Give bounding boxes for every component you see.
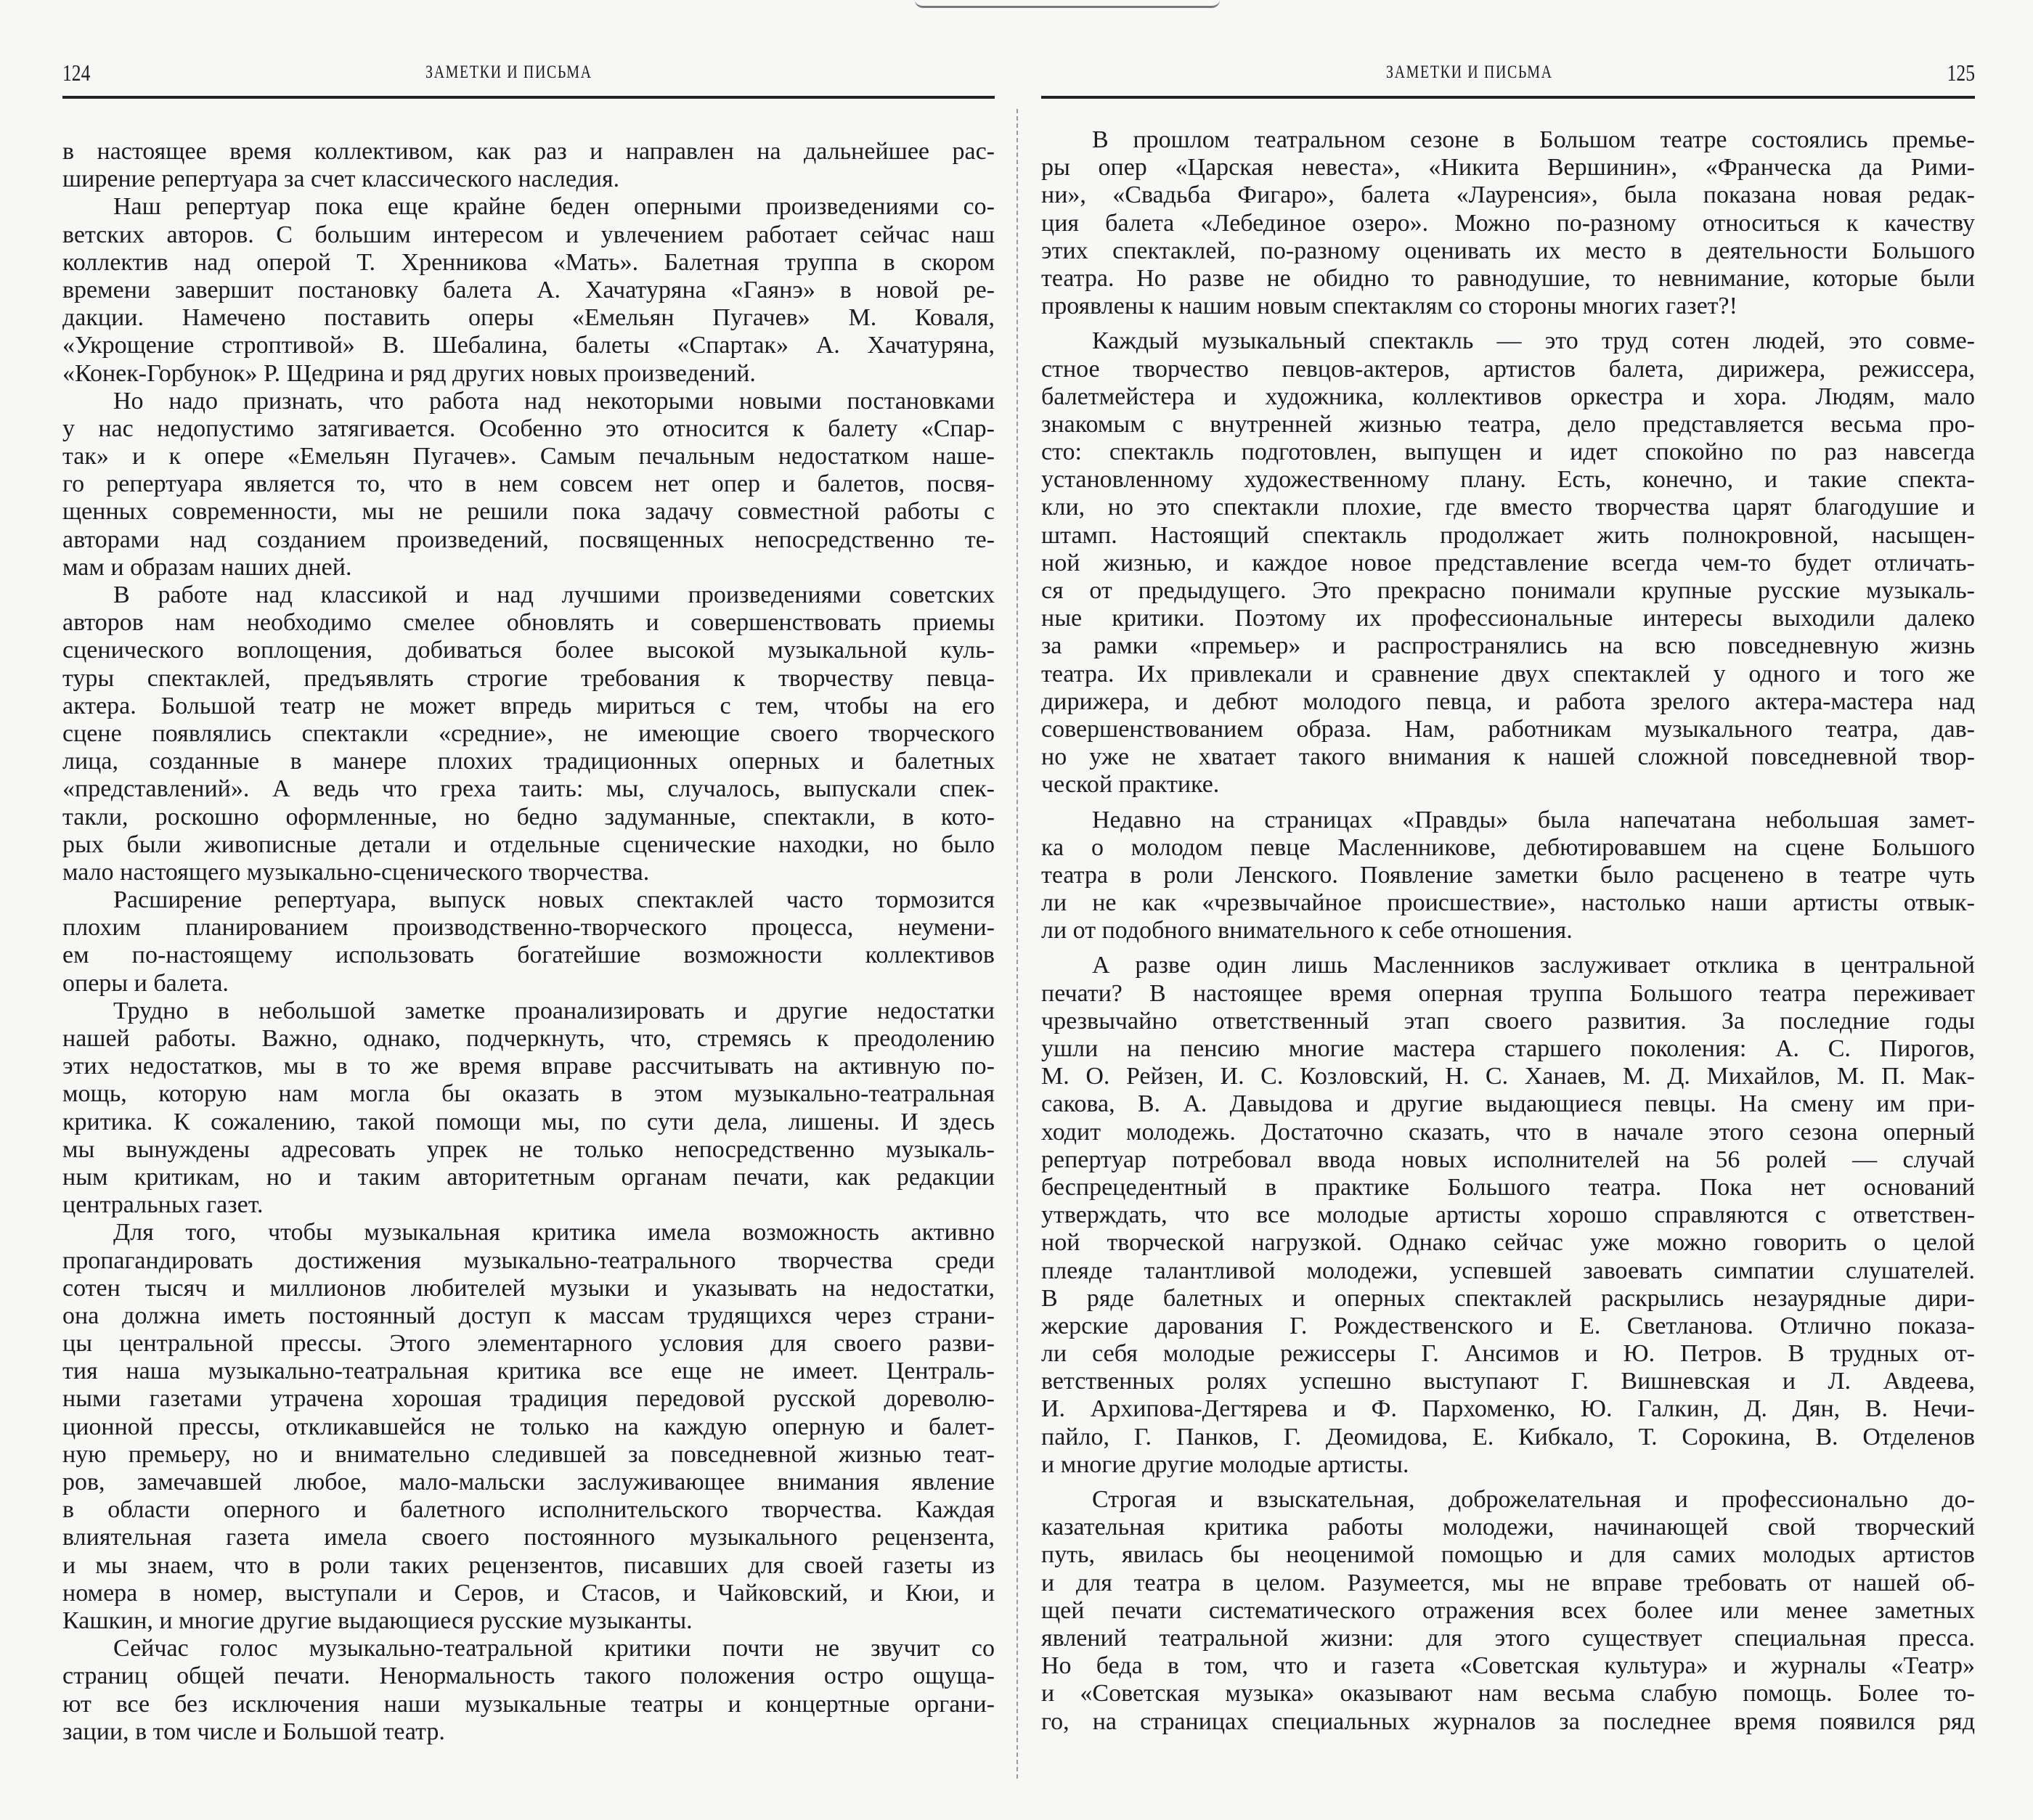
text-line: Но беда в том, что и газета «Советская культура» и журналы «Театр» (1041, 1652, 1975, 1680)
text-line: в области оперного и балетного исполнительского творчества. Каждая (62, 1496, 995, 1524)
text-line: ческой практике. (1041, 771, 1220, 799)
text-line: плеяде талантливой молодежи, успевшей завоевать симпатии слушателей. (1041, 1257, 1975, 1284)
text-line: ни», «Свадьба Фигаро», балета «Лауренсия», была показана новая редак- (1041, 181, 1975, 209)
paragraph (1041, 952, 1975, 1479)
text-line: штамп. Настоящий спектакль продолжает жить полнокровной, насыщен- (1041, 521, 1975, 549)
text-line: и мы знаем, что в роли таких рецензентов, писавших для своей газеты из (62, 1551, 995, 1579)
text-line: ют все без исключения наши музыкальные театры и концертные органи- (62, 1690, 995, 1718)
text-line: авторов нам необходимо смелее обновлять и совершенствовать приемы (62, 609, 995, 637)
text-line: рых были живописные детали и отдельные сценические находки, но было (62, 831, 995, 858)
text-line: стное творчество певцов-актеров, артистов балета, дирижера, режиссера, (1041, 355, 1975, 383)
text-line: ходит молодежь. Достаточно сказать, что в начале этого сезона оперный (1041, 1118, 1975, 1146)
text-line: ли себя молодые режиссеры Г. Ансимов и Ю. Петров. В трудных от- (1041, 1340, 1975, 1368)
text-line: ров, замечавшей любое, мало-мальски заслуживающее внимания явление (62, 1469, 995, 1495)
text-line: Для того, чтобы музыкальная критика имела возможность активно (113, 1219, 995, 1246)
text-line: чрезвычайно ответственный этап своего развития. За последние годы (1041, 1007, 1975, 1035)
text-line: сотен тысяч и миллионов любителей музыки и указывать на недостатки, (62, 1274, 995, 1302)
text-line: туры спектаклей, предъявлять строгие требования к творчеству певца- (62, 664, 995, 692)
paragraph (62, 388, 995, 581)
text-line: зации, в том числе и Большой театр. (62, 1718, 445, 1745)
paragraph (62, 138, 995, 193)
text-line: центральных газет. (62, 1191, 264, 1219)
page-number: 124 (62, 60, 91, 86)
text-line: казательная критика работы молодежи, начинающей свой творческий (1041, 1514, 1975, 1541)
text-line: влиятельная газета имела своего постоянного музыкального рецензента, (62, 1524, 995, 1551)
paragraph (62, 581, 995, 886)
text-line: ветских авторов. С большим интересом и увлечением работает сейчас наш (62, 221, 995, 248)
text-line: путь, явилась бы неоценимой помощью и для самих молодых артистов (1041, 1541, 1975, 1569)
page-number: 125 (1947, 60, 1975, 86)
text-line: ли от подобного внимательного к себе отношения. (1041, 917, 1573, 944)
text-line: тия наша музыкально-театральная критика все еще не имеет. Централь- (62, 1358, 995, 1385)
text-line: В работе над классикой и над лучшими произведениями советских (113, 581, 995, 608)
text-line: оперы и балета. (62, 969, 229, 997)
paragraph (1041, 1486, 1975, 1736)
header-rule (1041, 96, 1975, 99)
paragraph (62, 997, 995, 1220)
text-line: И. Архипова-Дегтярева и Ф. Пархоменко, Ю. Галкин, Д. Дян, В. Нечи- (1041, 1395, 1975, 1423)
text-line: проявлены к нашим новым спектаклям со стороны многих газет?! (1041, 293, 1737, 320)
text-line: жерские дарования Г. Рождественского и Е. Светланова. Отлично показа- (1041, 1312, 1975, 1339)
text-line: дирижера, и дебют молодого певца, и работа зрелого актера-мастера над (1041, 687, 1975, 715)
header-rule (62, 96, 995, 99)
text-line: утверждать, что все молодые артисты хорошо справляются с ответствен- (1041, 1201, 1975, 1229)
text-line: мощь, которую нам могла бы оказать в этом музыкально-театральная (62, 1080, 995, 1108)
text-line: коллектив над оперой Т. Хренникова «Мать». Балетная труппа в скором (62, 248, 995, 276)
text-line: она должна иметь постоянный доступ к массам трудящихся через страни- (62, 1302, 995, 1329)
paragraph (62, 1635, 995, 1746)
page-body (62, 138, 995, 1746)
text-line: го, на страницах специальных журналов за последнее время появился ряд (1041, 1707, 1975, 1735)
text-line: го репертуара является то, что в нем совсем нет опер и балетов, посвя- (62, 470, 995, 498)
text-line: цы центральной прессы. Этого элементарного условия для своего разви- (62, 1330, 995, 1358)
text-line: ными газетами утрачена хорошая традиция передовой русской дореволю- (62, 1385, 995, 1413)
text-line: критика. К сожалению, такой помощи мы, по сути дела, лишены. И здесь (62, 1108, 995, 1135)
text-line: дакции. Намечено поставить оперы «Емельян Пугачев» М. Коваля, (62, 304, 995, 332)
text-line: Наш репертуар пока еще крайне беден оперными произведениями со- (113, 193, 995, 221)
text-line: ли не как «чрезвычайное происшествие», настолько наши артисты отвык- (1041, 889, 1975, 917)
text-line: установленному художественному плану. Есть, конечно, и такие спекта- (1041, 466, 1975, 494)
paragraph (1041, 126, 1975, 320)
text-line: театра. Их привлекали и сравнение двух спектаклей у одного и того же (1041, 660, 1975, 687)
text-line: авторами над созданием произведений, посвященных непосредственно те- (62, 526, 995, 553)
text-line: пайло, Г. Панков, Г. Деомидова, Е. Кибкало, Т. Сорокина, В. Отделенов (1041, 1423, 1975, 1450)
text-line: ушли на пенсию многие мастера старшего поколения: А. С. Пирогов, (1041, 1035, 1975, 1062)
text-line: ным критикам, но и таким авторитетным органам печати, как редакции (62, 1163, 995, 1191)
paragraph (1041, 807, 1975, 945)
page-header (1041, 60, 1975, 89)
page-header (62, 60, 995, 89)
text-line: Но надо признать, что работа над некоторыми новыми постановками (113, 387, 995, 415)
text-line: плохим планированием производственно-творческого процесса, неумени- (62, 914, 995, 942)
text-line: и многие другие молодые артисты. (1041, 1450, 1409, 1478)
text-line: лица, созданные в манере плохих традиционных оперных и балетных (62, 748, 995, 775)
text-line: сцене появлялись спектакли «средние», не имеющие своего творческого (62, 719, 995, 747)
text-line: ция балета «Лебединое озеро». Можно по-разному относиться к качеству (1041, 209, 1975, 237)
text-line: мам и образам наших дней. (62, 553, 352, 581)
scan-binding-mark (915, 0, 1220, 8)
text-line: так» и к опере «Емельян Пугачев». Самым печальным недостатком наше- (62, 443, 995, 470)
text-line: М. О. Рейзен, И. С. Козловский, Н. С. Ханаев, М. Д. Михайлов, М. П. Мак- (1041, 1063, 1975, 1090)
text-line: Строгая и взыскательная, доброжелательная и профессионально до- (1092, 1486, 1975, 1513)
text-line: явлений театральной жизни: для этого существует специальная пресса. (1041, 1624, 1975, 1652)
text-line: щенных современности, мы не решили пока задачу совместной работы с (62, 498, 995, 526)
text-line: мало настоящего музыкально-сценического творчества. (62, 858, 650, 886)
text-line: сценического воплощения, добиваться более высокой музыкальной куль- (62, 637, 995, 664)
text-line: театра в роли Ленского. Появление заметки было расценено в театре чуть (1041, 861, 1975, 889)
text-line: и «Советская музыка» оказывают нам весьма слабую помощь. Более то- (1041, 1680, 1975, 1707)
text-line: совершенствованием образа. Нам, работникам музыкального театра, дав- (1041, 715, 1975, 743)
paragraph (62, 1219, 995, 1635)
text-line: ной творческой нагрузкой. Однако сейчас уже можно говорить о целой (1041, 1229, 1975, 1257)
text-line: ные критики. Поэтому их профессиональные интересы выходили далеко (1041, 605, 1975, 632)
text-line: пропагандировать достижения музыкально-театрального творчества среди (62, 1246, 995, 1274)
text-line: Каждый музыкальный спектакль — это труд сотен людей, это совме- (1092, 327, 1975, 355)
text-line: в настоящее время коллективом, как раз и направлен на дальнейшее рас- (62, 138, 995, 165)
text-line: печати? В настоящее время оперная труппа Большого театра переживает (1041, 979, 1975, 1007)
text-line: «Конек-Горбунок» Р. Щедрина и ряд других новых произведений. (62, 359, 756, 387)
text-line: ционной прессы, откликавшейся не только на каждую оперную и балет- (62, 1413, 995, 1440)
text-line: щей печати систематического отражения всех более или менее заметных (1041, 1596, 1975, 1624)
text-line: актера. Большой театр не может впредь мириться с тем, чтобы на его (62, 692, 995, 719)
paragraph (1041, 327, 1975, 799)
text-line: времени завершит постановку балета А. Хачатуряна «Гаянэ» в новой ре- (62, 276, 995, 303)
text-line: «представлений». А ведь что греха таить: мы, случалось, выпускали спек- (62, 775, 995, 803)
running-title: ЗАМЕТКИ И ПИСЬМА (1386, 62, 1553, 82)
text-line: кли, но это спектакли плохие, где вместо творчества царят благодушие и (1041, 494, 1975, 521)
page-gutter (1016, 109, 1018, 1779)
text-line: у нас недопустимо затягивается. Особенно это относится к балету «Спар- (62, 415, 995, 442)
text-line: Кашкин, и многие другие выдающиеся русские музыканты. (62, 1607, 693, 1634)
text-line: Расширение репертуара, выпуск новых спектаклей часто тормозится (113, 886, 995, 914)
page-body (1041, 126, 1975, 1736)
text-line: ную премьеру, но и внимательно следившей за повседневной жизнью теат- (62, 1440, 995, 1468)
text-line: балетмейстера и художника, коллективов оркестра и хора. Людям, мало (1041, 383, 1975, 410)
text-line: за рамки «премьер» и распространялись на всю повседневную жизнь (1041, 632, 1975, 660)
text-line: знакомым с внутренней жизнью театра, дело представляется весьма про- (1041, 410, 1975, 438)
text-line: ка о молодом певце Масленникове, дебютировавшем на сцене Большого (1041, 833, 1975, 861)
text-line: ем по-настоящему использовать богатейшие возможности коллективов (62, 942, 995, 969)
text-line: номера в номер, выступали и Серов, и Стасов, и Чайковский, и Кюи, и (62, 1579, 995, 1607)
text-line: мы вынуждены адресовать упрек не только непосредственно музыкаль- (62, 1135, 995, 1163)
text-line: сакова, В. А. Давыдова и другие выдающиеся певцы. На смену им при- (1041, 1090, 1975, 1118)
text-line: сто: спектакль подготовлен, выпущен и идет спокойно по раз навсегда (1041, 438, 1975, 466)
text-line: Трудно в небольшой заметке проанализировать и другие недостатки (113, 997, 995, 1024)
text-line: Недавно на страницах «Правды» была напечатана небольшая замет- (1092, 806, 1975, 833)
text-line: ры опер «Царская невеста», «Никита Вершинин», «Франческа да Рими- (1041, 154, 1975, 181)
text-line: Сейчас голос музыкально-театральной критики почти не звучит со (113, 1635, 995, 1662)
text-line: нашей работы. Важно, однако, подчеркнуть, что, стремясь к преодолению (62, 1025, 995, 1052)
text-line: этих спектаклей, по-разному оценивать их место в деятельности Большого (1041, 237, 1975, 264)
text-line: А разве один лишь Масленников заслуживает отклика в центральной (1092, 952, 1975, 979)
text-line: и для театра в целом. Разумеется, мы не вправе требовать от нашей об- (1041, 1569, 1975, 1596)
text-line: этих недостатков, мы в то же время вправе рассчитывать на активную по- (62, 1053, 995, 1080)
text-line: такли, роскошно оформленные, но бедно задуманные, спектакли, в кото- (62, 803, 995, 831)
running-title: ЗАМЕТКИ И ПИСЬМА (425, 62, 592, 82)
text-line: беспрецедентный в практике Большого театра. Пока нет оснований (1041, 1173, 1975, 1201)
text-line: В ряде балетных и оперных спектаклей раскрылись незаурядные дири- (1041, 1284, 1975, 1312)
text-line: страниц общей печати. Ненормальность такого положения остро ощуща- (62, 1662, 995, 1690)
paragraph (62, 886, 995, 997)
text-line: ветственных ролях успешно выступают Г. Вишневская и Л. Авдеева, (1041, 1368, 1975, 1395)
paragraph (62, 193, 995, 387)
text-line: ширение репертуара за счет классического наследия. (62, 166, 620, 193)
text-line: В прошлом театральном сезоне в Большом театре состоялись премье- (1092, 126, 1975, 153)
text-line: ся от предыдущего. Это прекрасно понимали крупные русские музыкаль- (1041, 577, 1975, 604)
text-line: репертуар потребовал ввода новых исполнителей на 56 ролей — случай (1041, 1146, 1975, 1173)
text-line: театра. Но разве не обидно то равнодушие, то невнимание, которые были (1041, 264, 1975, 292)
text-line: но уже не хватает такого внимания к нашей сложной повседневной твор- (1041, 743, 1975, 771)
text-line: ной жизнью, и каждое новое представление всегда чем-то будет отличать- (1041, 549, 1975, 576)
text-line: «Укрощение строптивой» В. Шебалина, балеты «Спартак» А. Хачатуряна, (62, 332, 995, 359)
